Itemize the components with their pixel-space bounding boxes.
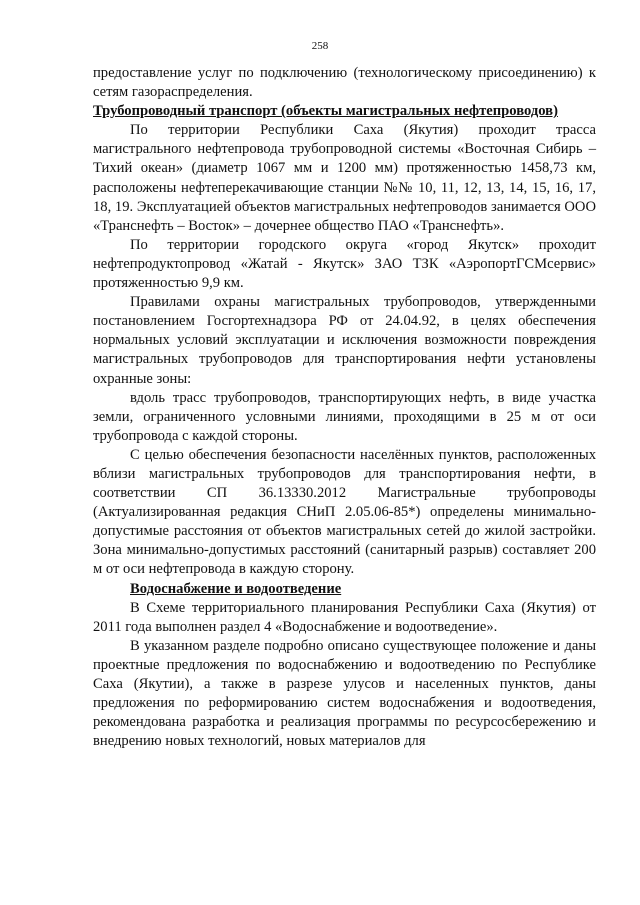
heading-pipeline-transport: Трубопроводный транспорт (объекты магистральных нефтепроводов) [93, 103, 558, 120]
paragraph-minimum-distances: С целью обеспечения безопасности населённых пунктов, расположенных вблизи магистральных трубопроводов для транспортирования нефти, в соответствии СП 36.13330.2012 Магистральные трубопроводы (Актуализированная редакция СНиП 2.05.06-85*) определены минимально-допустимые расстояния от объектов магистральных сетей до жилой застройки. Зона минимально-допустимых расстояний (санитарный разрыв) составляет 200 м от оси нефтепровода в каждую сторону. [93, 446, 596, 578]
paragraph-water-proposals: В указанном разделе подробно описано существующее положение и даны проектные предложения по водоснабжению и водоотведению по Республике Саха (Якутии), а также в разрезе улусов и населенных пунктов, даны предложения по реформированию систем водоснабжения и водоотведения, рекомендована разработка и реализация программы по ресурсосбережению и внедрению новых технологий, новых материалов для [93, 637, 596, 750]
paragraph-yakutsk-pipeline: По территории городского округа «город Якутск» проходит нефтепродуктопровод «Жатай - Якутск» ЗАО ТЗК «АэропортГСМсервис» протяженностью 9,9 км. [93, 236, 596, 292]
paragraph-territorial-scheme: В Схеме территориального планирования Республики Саха (Якутия) от 2011 года выполнен раздел 4 «Водоснабжение и водоотведение». [93, 599, 596, 635]
heading-water-supply: Водоснабжение и водоотведение [130, 580, 342, 597]
page-number: 258 [311, 40, 329, 52]
paragraph-protection-zone: вдоль трасс трубопроводов, транспортирующих нефть, в виде участка земли, ограниченного условными линиями, проходящими в 25 м от оси трубопровода с каждой стороны. [93, 389, 596, 444]
paragraph-espo-pipeline: По территории Республики Саха (Якутия) проходит трасса магистрального нефтепровода трубопроводной системы «Восточная Сибирь – Тихий океан» (диаметр 1067 мм и 1200 мм) протяженностью 1458,73 км, расположены нефтеперекачивающие станции №№ 10, 11, 12, 13, 14, 15, 16, 17, 18, 19. Эксплуатацией объектов магистральных нефтепроводов занимается ООО «Транснефть – Восток» – дочернее общество ПАО «Транснефть». [93, 122, 596, 234]
paragraph-gas-connection: предоставление услуг по подключению (технологическому присоединению) к сетям газораспределения. [93, 65, 596, 101]
paragraph-protection-rules: Правилами охраны магистральных трубопроводов, утвержденными постановлением Госгортехнадзора РФ от 24.04.92, в целях обеспечения нормальных условий эксплуатации и исключения возможности повреждения магистральных трубопроводов для транспортирования нефти установлены охранные зоны: [93, 294, 596, 387]
document-body [93, 64, 596, 751]
